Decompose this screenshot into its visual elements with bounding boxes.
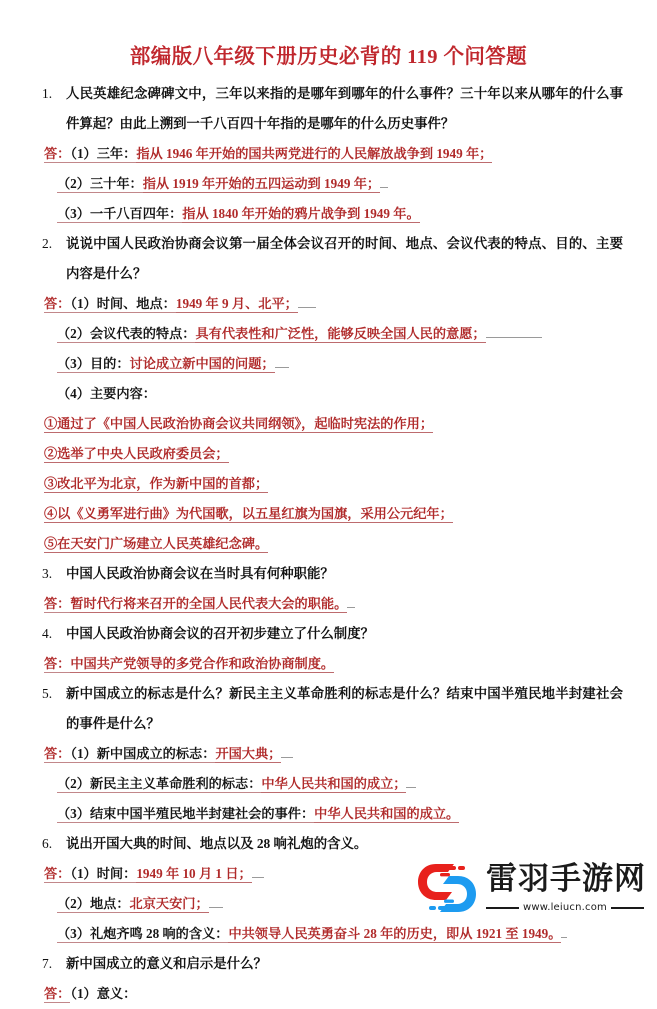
answer-bullet-row bbox=[36, 499, 623, 529]
answer-sublabel: （1）三年： bbox=[70, 145, 137, 161]
answer-sublabel: （3）目的： bbox=[57, 355, 130, 371]
answer-label: 答： bbox=[44, 655, 71, 671]
answer-row bbox=[36, 319, 623, 349]
answer-text: 1949 年 10 月 1 日； bbox=[136, 865, 252, 881]
answer-row bbox=[36, 169, 623, 199]
question-text: 人民英雄纪念碑碑文中，三年以来指的是哪年到哪年的什么事件？三十年以来从哪年的什么事件算起？由此上溯到一千八百四十年指的是哪年的什么历史事件？ bbox=[66, 85, 623, 131]
answer-label: 答： bbox=[44, 865, 71, 881]
question-text: 中国人民政治协商会议在当时具有何种职能？ bbox=[66, 565, 334, 581]
answer-bullet-text: ⑤在天安门广场建立人民英雄纪念碑。 bbox=[44, 535, 269, 551]
answer-text: 暂时代行将来召开的全国人民代表大会的职能。 bbox=[70, 595, 348, 611]
underline-tail bbox=[380, 173, 388, 188]
answer-sublabel: （2）新民主主义革命胜利的标志： bbox=[57, 775, 262, 791]
answer-sublabel: （1）意义： bbox=[70, 985, 137, 1001]
answer-label: 答： bbox=[44, 595, 71, 611]
underline-tail bbox=[347, 593, 355, 608]
answer-row bbox=[36, 649, 623, 679]
rule-right bbox=[611, 907, 644, 909]
answer-sublabel: （2）地点： bbox=[57, 895, 130, 911]
answer-row bbox=[36, 289, 623, 319]
answer-text: 讨论成立新中国的问题； bbox=[129, 355, 275, 371]
question-number: 3. bbox=[42, 565, 53, 581]
answer-sublabel: （1）时间、地点： bbox=[70, 295, 176, 311]
answer-row bbox=[36, 349, 623, 379]
answer-bullet-text: ④以《义勇军进行曲》为代国歌，以五星红旗为国旗，采用公元纪年； bbox=[44, 505, 453, 521]
answer-label: 答： bbox=[44, 145, 71, 161]
underline-tail bbox=[406, 773, 416, 788]
rule-left bbox=[486, 907, 519, 909]
answer-bullet-row bbox=[36, 439, 623, 469]
answer-sublabel: （1）时间： bbox=[70, 865, 137, 881]
answer-row bbox=[36, 199, 623, 229]
question-number: 7. bbox=[42, 955, 53, 971]
underline-tail bbox=[281, 743, 293, 758]
question-row bbox=[36, 229, 623, 289]
site-watermark bbox=[416, 858, 644, 924]
answer-sublabel: （2）会议代表的特点： bbox=[57, 325, 196, 341]
answer-sublabel: （2）三十年： bbox=[57, 175, 143, 191]
answer-row bbox=[36, 139, 623, 169]
answer-text: 中华人民共和国的成立； bbox=[261, 775, 407, 791]
answer-text: 开国大典； bbox=[215, 745, 282, 761]
question-row bbox=[36, 559, 623, 589]
answer-sublabel: （4）主要内容： bbox=[57, 385, 156, 401]
underline-tail bbox=[486, 323, 542, 338]
answer-row bbox=[36, 589, 623, 619]
question-text: 新中国成立的意义和启示是什么？ bbox=[66, 955, 267, 971]
question-text: 中国人民政治协商会议的召开初步建立了什么制度？ bbox=[66, 625, 374, 641]
underline-tail bbox=[561, 923, 567, 938]
question-row bbox=[36, 829, 623, 859]
brand-name: 雷羽手游网 bbox=[486, 861, 646, 897]
answer-label: 答： bbox=[44, 745, 71, 761]
answer-text: 中国共产党领导的多党合作和政治协商制度。 bbox=[70, 655, 335, 671]
answer-bullet-row bbox=[36, 469, 623, 499]
question-number: 4. bbox=[42, 625, 53, 641]
question-row bbox=[36, 679, 623, 739]
question-number: 2. bbox=[42, 235, 53, 251]
answer-label: 答： bbox=[44, 295, 71, 311]
question-row bbox=[36, 79, 623, 139]
answer-row bbox=[36, 769, 623, 799]
answer-label: 答： bbox=[44, 985, 71, 1001]
question-text: 说出开国大典的时间、地点以及 28 响礼炮的含义。 bbox=[66, 835, 368, 851]
question-number: 5. bbox=[42, 685, 53, 701]
answer-text: 1949 年 9 月、北平； bbox=[175, 295, 298, 311]
question-row bbox=[36, 619, 623, 649]
brand-logo-icon bbox=[416, 860, 478, 916]
answer-text: 中华人民共和国的成立。 bbox=[314, 805, 460, 821]
underline-tail bbox=[298, 293, 316, 308]
answer-sublabel: （3）一千八百四年： bbox=[57, 205, 183, 221]
answer-bullet-text: ①通过了《中国人民政治协商会议共同纲领》，起临时宪法的作用； bbox=[44, 415, 434, 431]
answer-text: 指从 1946 年开始的国共两党进行的人民解放战争到 1949 年； bbox=[136, 145, 493, 161]
question-text: 说说中国人民政治协商会议第一届全体会议召开的时间、地点、会议代表的特点、目的、主要内容是什么？ bbox=[66, 235, 623, 281]
question-text: 新中国成立的标志是什么？新民主主义革命胜利的标志是什么？结束中国半殖民地半封建社会的事件是什么？ bbox=[66, 685, 623, 731]
answer-text: 指从 1919 年开始的五四运动到 1949 年； bbox=[142, 175, 381, 191]
answer-bullet-row bbox=[36, 529, 623, 559]
question-number: 1. bbox=[42, 85, 53, 101]
brand-url: www.leiucn.com bbox=[522, 902, 608, 913]
answer-row bbox=[36, 739, 623, 769]
answer-sublabel: （3）礼炮齐鸣 28 响的含义： bbox=[57, 925, 229, 941]
answer-text: 指从 1840 年开始的鸦片战争到 1949 年。 bbox=[182, 205, 420, 221]
underline-tail bbox=[275, 353, 289, 368]
answer-row bbox=[36, 799, 623, 829]
question-number: 6. bbox=[42, 835, 53, 851]
answer-row bbox=[36, 379, 623, 409]
underline-tail bbox=[209, 893, 223, 908]
answer-bullet-text: ②选举了中央人民政府委员会； bbox=[44, 445, 229, 461]
brand-url-row bbox=[486, 902, 644, 913]
answer-sublabel: （3）结束中国半殖民地半封建社会的事件： bbox=[57, 805, 315, 821]
underline-tail bbox=[252, 863, 264, 878]
answer-text: 北京天安门； bbox=[129, 895, 209, 911]
answer-text: 具有代表性和广泛性，能够反映全国人民的意愿； bbox=[195, 325, 486, 341]
question-row bbox=[36, 949, 623, 979]
answer-text: 中共领导人民英勇奋斗 28 年的历史，即从 1921 至 1949。 bbox=[228, 925, 562, 941]
answer-bullet-row bbox=[36, 409, 623, 439]
answer-bullet-text: ③改北平为北京，作为新中国的首都； bbox=[44, 475, 269, 491]
page-title: 部编版八年级下册历史必背的 119 个问答题 bbox=[129, 46, 528, 68]
answer-row bbox=[36, 979, 623, 1009]
answer-sublabel: （1）新中国成立的标志： bbox=[70, 745, 216, 761]
